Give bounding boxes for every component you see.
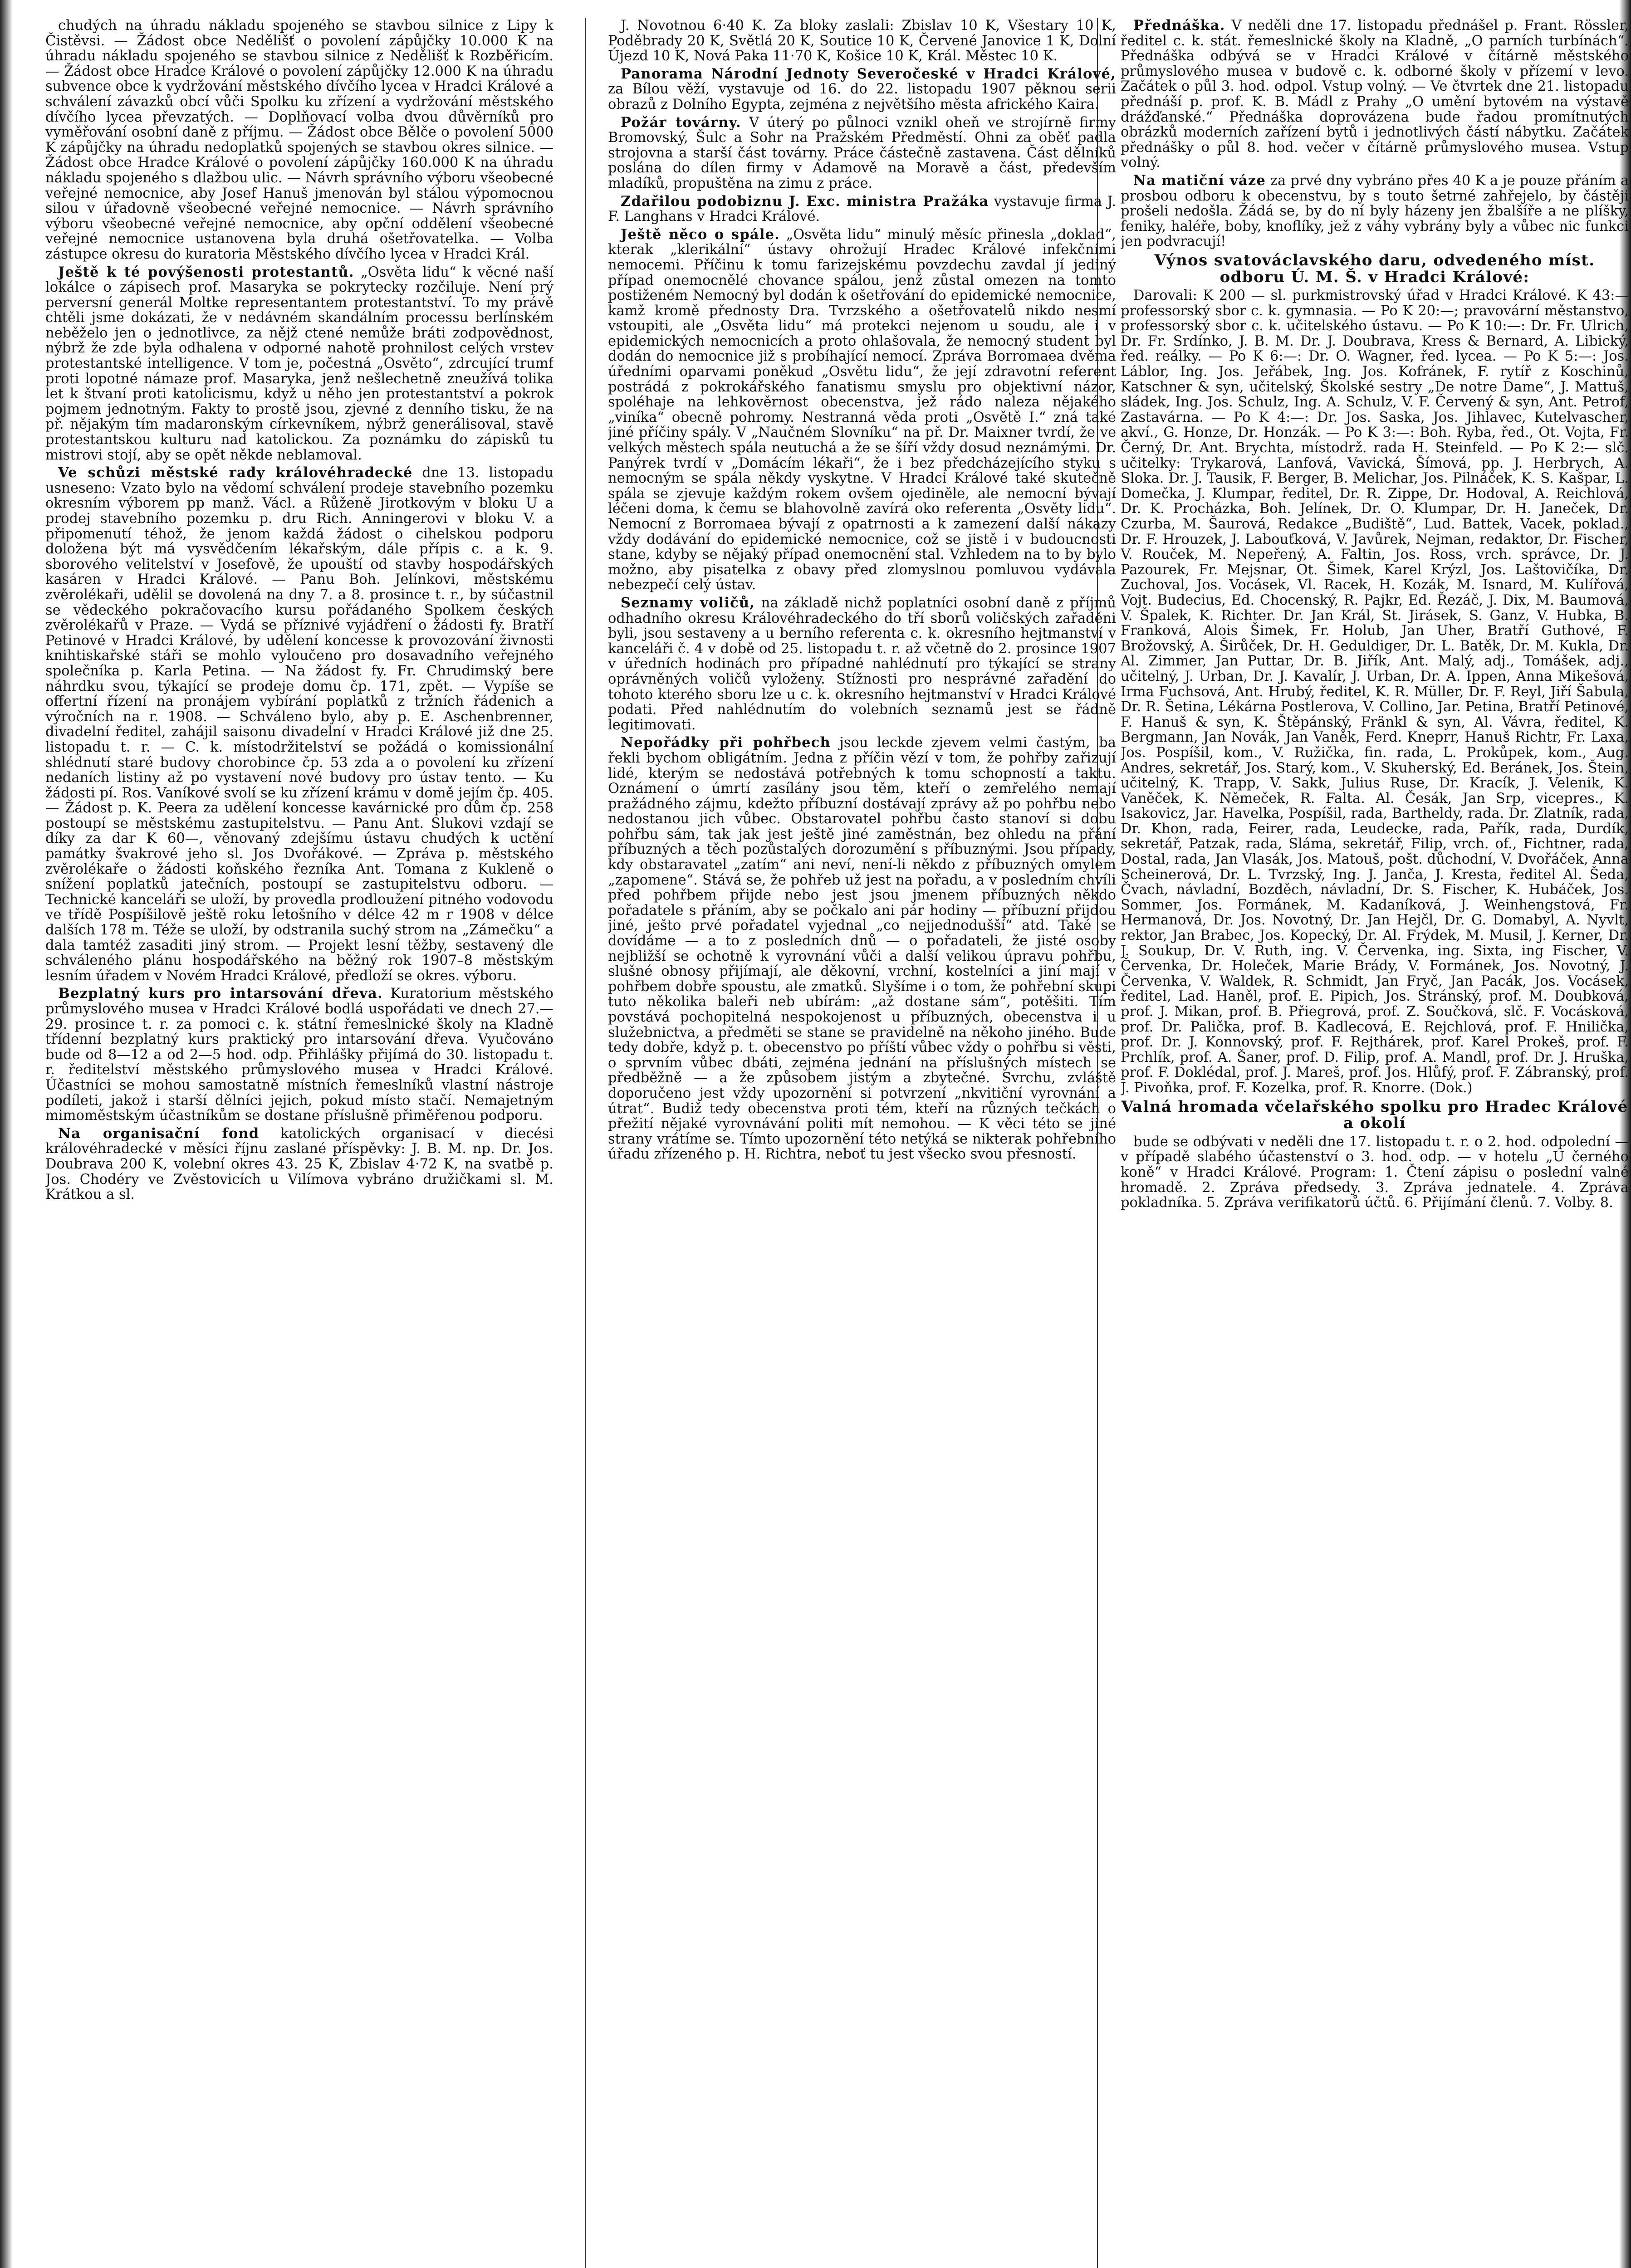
article-headline: Požár továrny.	[621, 114, 741, 131]
article-body: „Osvěta lidu“ k věcné naší lokálce o zápisech prof. Masaryka se pokrytecky rozčiluje. Není prý perversní generál Moltke representantem protestantství. To my právě chtěli jsme dokázati, že v nedávném skandálním processu berlínském neběželo jen o jednotlivce, za nějž ctené nemůže bráti zodpovědnost, nýbrž že zde byla odhalena v odporné nahotě prohnilost celých vrstev protestantské intelligence. V tom je, počestná „Osvěto“, zdrcující trumf proti lopotné námaze prof. Masaryka, jenž nešlechetně zneužívá tolika let k štvaní proti katolicismu, když u něho jen protestantství a pokrok pojmem jednotným. Fakty to prostě jsou, zjevné z denního tisku, že na př. nějakým tím madaronským církevníkem, nýbrž generálisoval, stavě protestantskou kulturu nad katolickou. Za poznámku do zápisků tu mistrovi stojí, aby se opět někde neblamoval.	[45, 264, 553, 463]
article	[1121, 288, 1629, 1095]
article-body: jsou leckde zjevem velmi častým, ba řekli bychom obligátním. Jedna z příčin vězí v tom, že pohřby zařizují lidé, kterým se nedostává potřebných k tomu schopností a taktu. Oznámení o úmrtí zasílány jsou těm, kteří o zemřelého nemají pražádného zájmu, kdežto příbuzní dostávají zprávy až po pohřbu nebo nedostanou jich vůbec. Obstarovatel pohřbu často stanoví si dobu pohřbu sám, tak jak jest ještě jiné zaměstnán, bez ohledu na přání příbuzných a těch pozůstalých dorozumění s příbuznými. Jsou případy, kdy obstaravatel „zatím“ ani neví, není-li někdo z příbuzných omylem „zapomene“. Stává se, že pohřeb už jest na pořadu, a v posledním chvíli před pohřbem přijde nebo jest jsou jmenem příbuzných někdo pořadatele s přáním, aby se počkalo ani pár hodiny — příbuzní přijdou jiné, ješto prvé pořadatel vyjednal „co nejjednodušší“ atd. Také se dovídáme — a to z posledních dnů — o pořadateli, že jisté osoby nejbližší se ochotně k vyrovnání vůči a další velikou úpravu pohřbu, slušné obnosy přijímají, ale děkovní, vrchní, kostelníci a jiní mají v pohřbem dobře spoustu, ale zmatků. Slyšíme i o tom, že pohřební skupi tuto několika baleři neb ubírám: „až dostane sám“, potěšiti. Tím povstává pochopitelná nespokojenost u příbuzných, obecenstva i u služebnictva, a předměti se stane se pravidelně na někoho jiného. Bude tedy dobře, když p. t. obecenstvo po příští vůbec vždy o pohřbu si věsti, o sprvním vůbec dbáti, zejména jednání na příslušných místech se předběžně — a že způsobem jistým a zbytečné. Svrchu, zvláště doporučeno jest vždy upozornění si potvrzení „nkvitiční vyrovnání a útrat“. Budiž tedy obecenstva proti tém, kteří na různých tečkách o přežití nějaké vyrovnávání politi mít nemohou. — K věci této se jiné strany vrátíme se. Tímto upozornění této netýká se nikterak pohřebního úřadu zřízeného p. H. Richtra, neboť tu jest všecko svou přesností.	[608, 735, 1116, 1163]
article-body: Darovali: K 200 — sl. purkmistrovský úřad v Hradci Králové. K 43:— professorský sbor c. k. gymnasia. — Po K 20:—; pravovární městanstvo, professorský sbor c. k. učitelského ústavu. — Po K 10:—: Dr. Fr. Ulrich, Dr. Fr. Srdínko, J. B. M. Dr. J. Doubrava, Kress & Bernard, A. Libický, řed. reálky. — Po K 6:—: Dr. O. Wagner, řed. lycea. — Po K 5:—: Jos. Láblor, Ing. Jos. Jeřábek, Ing. Jos. Kofránek, F. rytíř z Koschinů, Katschner & syn, učitelský, Školské sestry „De notre Dame“, J. Mattuš, sládek, Ing. Jos. Schulz, Ing. A. Schulz, V. F. Červený & syn, Ant. Petrof, Zastavárna. — Po K 4:—: Dr. Jos. Saska, Jos. Jihlavec, Kutelvascher, akví., G. Honze, Dr. Honzák. — Po K 3:—: Boh. Ryba, řed., Ot. Vojta, Fr. Černý, Dr. Ant. Brychta, místodrž. rada H. Steinfeld. — Po K 2:— slč. učitelky: Trykarová, Lanfová, Vavická, Šímová, pp. J. Herbrych, A. Sloka. Dr. J. Tausik, F. Berger, B. Melichar, Jos. Pilnáček, K. S. Kašpar, L. Domečka, J. Klumpar, ředitel, Dr. R. Zippe, Dr. Hodoval, A. Reichlová, Dr. K. Procházka, Boh. Jelínek, Dr. O. Klumpar, Dr. H. Janeček, Dr. Czurba, M. Šaurová, Redakce „Budiště“, Lud. Battek, Vacek, poklad., Dr. F. Hrouzek, J. Labouťková, V. Javůrek, Nejman, redaktor, Dr. Fischer, V. Rouček, M. Nepeřený, A. Faltin, Jos. Ross, vrch. správce, Dr. J. Pazourek, Fr. Mejsnar, Ot. Šimek, Karel Krýzl, Jos. Laštovičíka, Dr. Zuchoval, Jos. Vocásek, Vl. Racek, H. Kozák, M. Isnard, M. Kulířová, Vojt. Budecius, Ed. Chocenský, R. Pajkr, Ed. Řezáč, J. Dix, M. Baumová, V. Špalek, K. Richter. Dr. Jan Král, St. Jirásek, S. Ganz, V. Hubka, B. Franková, Alois Šimek, Fr. Holub, Jan Uher, Bratří Guthové, F. Brožovský, A. Širůček, Dr. H. Geduldiger, Dr. L. Batěk, Dr. M. Kukla, Dr. Al. Zimmer, Jan Puttar, Dr. B. Jiřík, Ant. Malý, adj., Tomášek, adj., učitelný, J. Urban, Dr. J. Kavalír, J. Urban, Dr. A. Ippen, Anna Mikešová, Irma Fuchsová, Ant. Hrubý, ředitel, K. R. Müller, Dr. F. Reyl, Jiří Šabula, Dr. R. Šetina, Lékárna Postlerova, V. Collino, Jar. Petina, Bratří Petinové, F. Hanuš & syn, K. Štěpánský, Fränkl & syn, Al. Vávra, ředitel, K. Bergmann, Jan Novák, Jan Vaněk, Ferd. Kneprr, Hanuš Richtr, Fr. Laxa, Jos. Pospíšil, kom., V. Ružička, fin. rada, L. Prokůpek, kom., Aug. Andres, sekretář, Jos. Starý, kom., V. Skuherský, Ed. Beránek, Jos. Štein, učitelný, K. Trapp, V. Sakk, Julius Ruse, Dr. Kracík, J. Velenik, K. Vaněček, K. Němeček, R. Falta. Al. Česák, Jan Srp, vicepres., K. Isakovicz, Jar. Havelka, Pospíšil, rada, Bartheldy, rada. Dr. Zlatník, rada, Dr. Khon, rada, Feirer, rada, Leudecke, rada, Pařík, rada, Durdík, sekretář, Patzak, rada, Sláma, sekretář, Filip, vrch. of., Fichtner, rada, Dostal, rada, Jan Vlasák, Jos. Matouš, pošt. důchodní, V. Dvořáček, Anna Scheinerová, Dr. L. Tvrzský, Ing. J. Janča, J. Kresta, ředitel Al. Šeda, Čvach, návladní, Bozděch, návladní, Dr. S. Fischer, K. Hubáček, Jos. Sommer, Jos. Formánek, M. Kadaníková, J. Weinhengstová, Fr. Hermanová, Dr. Jos. Novotný, Dr. Jan Hejčl, Dr. G. Domabyl, A. Nyvlt, rektor, Jan Brabec, Jos. Kopecký, Dr. Al. Frýdek, M. Musil, J. Kerner, Dr. J. Soukup, Dr. V. Ruth, ing. V. Červenka, ing. Sixta, ing Fischer, V. Červenka, Dr. Holeček, Marie Brády, V. Formánek, Jos. Novotný, J. Červenka, V. Waldek, R. Schmidt, Jan Fryč, Jan Pacák, Jos. Vocásek, ředitel, Lad. Haněl, prof. E. Pipich, Jos. Stránský, prof. M. Doubková, prof. J. Mikan, prof. B. Přiegrová, prof. Z. Součková, slč. F. Vocásková, prof. Dr. Palička, prof. B. Kadlecová, E. Rejchlová, prof. F. Hnilička, prof. Dr. J. Konnovský, prof. F. Rejthárek, prof. Karel Prokeš, prof. F. Prchlík, prof. A. Šaner, prof. D. Filip, prof. A. Mandl, prof. Dr. J. Hruška, prof. F. Doklédal, prof. J. Mareš, prof. Jos. Hlůfý, prof. F. Zábranský, prof. J. Pivoňka, prof. F. Kozelka, prof. R. Knorre. (Dok.)	[1121, 288, 1629, 1096]
article	[1121, 1134, 1629, 1211]
article-headline: Panorama Národní Jednoty Severočeské v Hradci Králové,	[621, 65, 1116, 82]
article	[1121, 18, 1629, 171]
article-body: V neděli dne 17. listopadu přednášel p. Frant. Rössler, ředitel c. k. stát. řemeslnické školy na Kladně, „O parních turbínách“. Přednáška odbývá se v Hradci Králové v čítárně městského průmyslového musea v budově c. k. odborné školy v přízemí v levo. Začátek o půl 3. hod. odpol. Vstup volný. — Ve čtvrtek dne 21. listopadu přednáší p. prof. K. B. Mádl z Prahy „O umění bytovém na výstavě drážďanské.“ Přednáška doprovázena bude řadou promítnutých obrázků moderních zařízení bytů i jednotlivých částí nábytku. Začátek přednášky o půl 8. hod. večer v čítárně průmyslového musea. Vstup volný.	[1121, 18, 1629, 171]
article	[45, 1126, 553, 1202]
article-headline: Nepořádky při pohřbech	[621, 734, 831, 751]
article	[1121, 1099, 1629, 1132]
article-headline: Ještě něco o spále.	[621, 226, 780, 243]
article	[1121, 173, 1629, 249]
article	[608, 18, 1116, 64]
column-3	[1121, 18, 1629, 2268]
article-body: chudých na úhradu nákladu spojeného se stavbou silnice z Lipy k Čistěvsi. — Žádost obce Nedělišť o povolení zápůjčky 10.000 K na úhradu nákladu spojeného se stavbou silnice z Nedělišť k Rozběřicím. — Žádost obce Hradce Králové o povolení zápůjčky 12.000 K na úhradu subvence obce k vydržování městského dívčího lycea v Hradci Králové a schválení závazků obcí vůči Spolku ku zřízení a vydržování městského dívčího lycea převzatých. — Doplňovací volba dvou důvěrníků pro vyměřování osobní daně z příjmu. — Žádost obce Bělče o povolení 5000 K zápůjčky na úhradu nedoplatků spojených se stavbou okres silnice. — Žádost obce Hradce Králové o povolení zápůjčky 160.000 K na úhradu nákladu spojeného s dlažbou ulic. — Návrh správního výboru všeobecné veřejné nemocnice, aby Josef Hanuš jmenován byl stálou výpomocnou silou v úřadovně všeobecné veřejné nemocnice. — Návrh správního výboru všeobecné veřejné nemocnice, aby opční oddělení všeobecné veřejné nemocnice ustanovena byla druhá ošetřovatelka. — Volba zástupce okresu do kuratoria Městského dívčího lycea v Hradci Král.	[45, 18, 553, 262]
article-body: za prvé dny vybráno přes 40 K a je pouze přáním a prosbou odboru k obecenstvu, by s touto šetrné zahřejelo, by částěji prošeli nedošla. Žádá se, by do ní byly házeny jen žbalšíře a ne plíšky, feniky, haléře, boby, knoflíky, jež z váhy vybrány byly a vůbec nic funkci jen podvracují!	[1121, 172, 1629, 250]
article-body: V úterý po půlnoci vznikl oheň ve strojírně firmy Bromovský, Šulc a Sohr na Pražském Předměstí. Ohni za oběť padla strojovna a starší část továrny. Práce částečně zastavena. Část dělníků poslána do dílen firmy v Adamově na Moravě a část, především mladíků, propuštěna na zimu z práce.	[608, 114, 1116, 191]
article-body: na základě nichž poplatníci osobní daně z příjmů odhadního okresu Královéhradeckého do tří sborů voličských zařaděni byli, jsou sestaveny a u berního referenta c. k. okresního hejtmanství v kanceláři č. 4 v době od 25. listopadu t. r. až včetně do 2. prosince 1907 v úředních hodinách pro případné nahlédnutí pro týkající se strany oprávněných voličů vyloženy. Stížnosti pro nesprávné zařadění do tohoto kterého sboru lze u c. k. okresního hejtmanství v Hradci Králové podati. Před nahlédnutím do volebních seznamů jest se řádně legitimovati.	[608, 595, 1116, 733]
article-body: dne 13. listopadu usneseno: Vzato bylo na vědomí schválení prodeje stavebního pozemku okresním výborem pp manž. Václ. a Růženě Jirotkovým v bloku U a prodej stavebního pozemku p. dru Rich. Anningerovi v bloku V. a připomenutí téhož, že jenom každá žádost o cihelskou podporu doložena být má vysvědčením lékařským, dále přípis c. a k. 9. sborového velitelství v Josefově, že upouští od stavby hospodářských kasáren v Hradci Králové. — Panu Boh. Jelínkovi, městskému zvěrolékaři, udělil se dovolená na dny 7. a 8. prosince t. r., by súčastnil se vědeckého pokračovacího kursu pořádaného Spolkem českých zvěrolékařů v Praze. — Vydá se příznivé vyjádření o žádosti fy. Bratří Petinové v Hradci Králové, by udělení koncesse k provozování živnosti knihtiskařské stáři se mohlo vyloučeno pro dosavadního veřejného společníka p. Karla Petina. — Na žádost fy. Fr. Chrudimský bere náhrdku svou, týkající se prodeje domu čp. 171, zpět. — Vypíše se offertní řízení na pronájem vybírání poplatků z tržních řádenich a výročních na r. 1908. — Schváleno bylo, aby p. E. Aschenbrenner, divadelní ředitel, zahájil saisonu divadelní v Hradci Králové již dne 25. listopadu t. r. — C. k. místodržitelství se požádá o komissionální shlédnutí staré budovy chorobince čp. 53 zda a o povolení ku zřízení nedaních listiny až po vystavení nové budovy pro ústav tento. — Ku žádosti pí. Ros. Vaníkové svolí se ku zřízení krámu v domě jejím čp. 405. — Žádost p. K. Peera za udělení koncesse kavárnické pro dům čp. 258 postoupí se městskému zastupitelstvu. — Panu Ant. Slukovi vzdají se díky za dar K 60—, věnovaný zdejšímu ústavu chudých k uctění památky švakrové jeho sl. Jos Dvořákové. — Zpráva p. městského zvěrolékaře o žádosti koňského řezníka Ant. Tomana z Kukleně o snížení poplatků jatečních, postoupí se zastupitelstvu odboru. — Technické kanceláři se uloží, by provedla prodloužení pitného vodovodu ve třídě Pospíšilově ještě roku letošního v délce 42 m r 1908 v délce dalších 178 m. Téže se uloží, by odstranila suchý strom na „Zámečku“ a dala tamtéž zasaditi jiný strom. — Projekt lesní těžby, sestavený dle schváleného plánu hospodářského na běžný rok 1907–8 městským lesním úřadem v Novém Hradci Králové, předloží se okres. výboru.	[45, 465, 553, 984]
article	[45, 986, 553, 1123]
article-headline: Ve schůzi městské rady královéhradecké	[58, 464, 413, 481]
article	[608, 596, 1116, 733]
article-body: Kuratorium městského průmyslového musea v Hradci Králové bodlá uspořádati ve dnech 27.—29. prosince t. r. za pomoci c. k. státní řemeslnické školy na Kladně třídenní bezplatný kurs praktický pro intarsování dřeva. Vyučováno bude od 8—12 a od 2—5 hod. odp. Přihlášky přijímá do 30. listopadu t. r. ředitelství městského průmyslového musea v Hradci Králové. Účastníci se mohou samostatně místních řemeslníků vlastní nástroje podíleti, jakož i starší dělníci jejich, pokud místo stačí. Nemajetným mimoměstským účastníkům se dostane příslušně přiměřenou podporu.	[45, 986, 553, 1124]
article-body: vystavuje firma J. F. Langhans v Hradci Králové.	[608, 193, 1116, 225]
article-headline: Bezplatný kurs pro intarsování dřeva.	[58, 985, 383, 1002]
article	[45, 265, 553, 463]
article-headline: Na organisační fond	[58, 1125, 260, 1142]
article-headline: Seznamy voličů,	[621, 594, 755, 611]
article	[608, 227, 1116, 593]
article	[608, 115, 1116, 191]
article-body: za Bílou věží, vystavuje od 16. do 22. listopadu 1907 pěknou serii obrazů z Dolního Egypta, zejména z největšího města afrického Kaira.	[608, 81, 1116, 112]
article	[1121, 252, 1629, 285]
article	[45, 465, 553, 983]
article	[45, 18, 553, 262]
article-headline: Ještě k té povýšenosti protestantů.	[58, 264, 354, 280]
column-2	[608, 18, 1116, 2268]
article-body: „Osvěta lidu“ minulý měsíc přinesla „doklad“, kterak „klerikální“ ústavy ohrožují Hradec Králové infekčními nemocemi. Příčinu k tomu farizejskému povzdechu zavdal jí jediný případ onemocnělé chovance spálou, jenž zůstal omezen na tomto postiženém Nemocný byl dodán k ošetřování do epidemické nemocnice, kamž kromě přednosty Dra. Tvrzského a ošetřovatelů nikdo nesmí vstoupiti, ale „Osvěta lidu“ má protekci nejenom u soudu, ale i v epidemických nemocnicích a proto ohlašovala, že nemocný student byl dodán do nemocnice již s probíhající nemocí. Zpráva Borromaea dvěma úředními oparvami poněkud „Osvětu lidu“, že její zdravotní referent postrádá z pokrokářského fanatismu smyslu pro objektivní názor, spoléhaje na lehkověrnost obecenstva, jež rádo naleza nějakého „viníka“ obecně pohromy. Nestranná věda proti „Osvětě I.“ zná také jiné příčiny spály. V „Naučném Slovníku“ na př. Dr. Maixner tvrdí, že ve velkých městech spála neutuchá a že se šíří vždy dosud neznámými. Dr. Panýrek tvrdí v „Domácím lékaři“, že i bez předcházejícího styku s nemocným se spála někdy vyskytne. V Hradci Králové také skutečně spála se zjevuje každým rokem ovšem ojediněle, ale nemocní bývají léčeni doma, k čemu se blahovolně zavírá oko referenta „Osvěty lidu“. Nemocní z Borromaea bývají z opatrnosti a k zamezení další nákazy vždy dodávání do epidemické nemocnice, což se jistě i v budoucnosti stane, kdyby se nějaký případ onemocnění stal. Vzhledem na to by bylo možno, aby pisatelka z obavy před zlomyslnou pomluvou vydávala nebezpečí celý ústav.	[608, 226, 1116, 593]
article-body: J. Novotnou 6·40 K. Za bloky zaslali: Zbislav 10 K, Všestary 10 K, Poděbrady 20 K, Světlá 20 K, Soutice 10 K, Červené Janovice 1 K, Dolní Újezd 10 K, Nová Paka 11·70 K, Košice 10 K, Král. Městec 10 K.	[608, 18, 1116, 64]
article-body: bude se odbývati v neděli dne 17. listopadu t. r. o 2. hod. odpolední — v případě slabého účastenství o 3. hod. odp. — v hotelu „U černého koně“ v Hradci Králové. Program: 1. Čtení zápisu o poslední valné hromadě. 2. Zpráva předsedy. 3. Zpráva jednatele. 4. Zpráva pokladníka. 5. Zpráva verifikatorů účtů. 6. Přijímání členů. 7. Volby. 8.	[1121, 1134, 1629, 1211]
article-headline: Zdařilou podobiznu J. Exc. ministra Pražáka	[621, 193, 989, 210]
article-headline: Výnos svatováclavského daru, odvedeného míst. odboru Ú. M. Š. v Hradci Králové:	[1154, 251, 1595, 286]
article-headline: Přednáška.	[1133, 18, 1225, 34]
column-rule	[585, 18, 586, 2268]
article	[608, 735, 1116, 1162]
article	[608, 67, 1116, 112]
article-headline: Na matiční váze	[1133, 172, 1266, 189]
scan-edge-left	[0, 0, 13, 2268]
article-body: katolických organisací v diecési královéhradecké v měsíci říjnu zaslané příspěvky: J. B. M. np. Dr. Jos. Doubrava 200 K, volební okres 43. 25 K, Zbislav 4·72 K, na svatbě p. Jos. Chodéry ve Zvěstovicích u Vilímova vybráno družičkami sl. M. Krátkou a sl.	[45, 1125, 553, 1203]
column-1	[45, 18, 553, 2268]
article	[608, 194, 1116, 225]
article-headline: Valná hromada včelařského spolku pro Hradec Králové a okolí	[1121, 1097, 1628, 1133]
